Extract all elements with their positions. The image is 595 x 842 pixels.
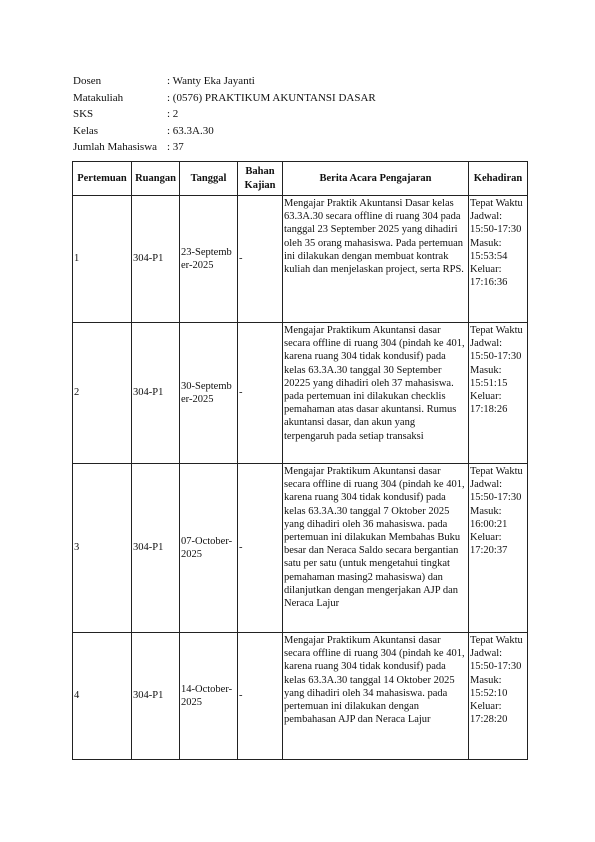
cell-ruangan: 304-P1 (132, 323, 180, 464)
cell-pertemuan: 4 (73, 633, 132, 760)
cell-bahan-kajian: - (238, 323, 283, 464)
header-bahan-kajian: Bahan Kajian (238, 162, 283, 196)
header-kehadiran: Kehadiran (469, 162, 528, 196)
cell-tanggal: 07-October-2025 (180, 464, 238, 633)
cell-kehadiran: Tepat Waktu Jadwal: 15:50-17:30 Masuk: 15:53:54 Keluar: 17:16:36 (469, 196, 528, 323)
cell-bahan-kajian: - (238, 196, 283, 323)
cell-kehadiran: Tepat Waktu Jadwal: 15:50-17:30 Masuk: 15:51:15 Keluar: 17:18:26 (469, 323, 528, 464)
cell-ruangan: 304-P1 (132, 464, 180, 633)
info-value: : (0576) PRAKTIKUM AKUNTANSI DASAR (167, 91, 376, 104)
cell-tanggal: 23-September-2025 (180, 196, 238, 323)
info-label: Matakuliah (73, 91, 124, 104)
info-value: : 2 (167, 108, 179, 120)
info-matakuliah (73, 90, 376, 107)
berita-acara-table (72, 161, 528, 760)
info-kelas (73, 123, 376, 140)
info-jumlah-mahasiswa (73, 139, 376, 156)
header-tanggal: Tanggal (180, 162, 238, 196)
cell-pertemuan: 1 (73, 196, 132, 323)
cell-bahan-kajian: - (238, 464, 283, 633)
cell-berita-acara: Mengajar Praktikum Akuntansi dasar secara offline di ruang 304 (pindah ke 401, karena ruang 304 tidak kondusif) pada kelas 63.3A.30 tanggal 7 Oktober 2025 yang dihadiri oleh 36 mahasiswa. pada pertemuan ini dilakukan Membahas Buku besar dan Neraca Saldo secara bergantian satu per satu (untuk mengetahui tingkat pemahaman masing2 mahasiswa) dan dilanjutkan dengan mengerjakan AJP dan Neraca Lajur (283, 464, 469, 633)
course-info (73, 73, 376, 156)
info-label: Kelas (73, 124, 99, 137)
cell-kehadiran: Tepat Waktu Jadwal: 15:50-17:30 Masuk: 16:00:21 Keluar: 17:20:37 (469, 464, 528, 633)
table-row (73, 464, 528, 633)
info-value: : 63.3A.30 (167, 124, 214, 137)
table-row (73, 323, 528, 464)
info-label: SKS (73, 108, 94, 120)
cell-berita-acara: Mengajar Praktikum Akuntansi dasar secara offline di ruang 304 (pindah ke 401, karena ruang 304 tidak kondusif) pada kelas 63.3A.30 tanggal 14 Oktober 2025 yang dihadiri oleh 34 mahasiswa. pada pertemuan ini dilakukan dengan pembahasan AJP dan Neraca Lajur (283, 633, 469, 760)
cell-ruangan: 304-P1 (132, 633, 180, 760)
info-value: : 37 (167, 141, 184, 153)
info-label: Jumlah Mahasiswa (73, 141, 158, 153)
cell-berita-acara: Mengajar Praktik Akuntansi Dasar kelas 63.3A.30 secara offline di ruang 304 pada tanggal 23 September 2025 yang dihadiri oleh 35 orang mahasiswa. Pada pertemuan ini dilakukan dengan membuat kontrak kuliah dan menjelaskan project, serta RPS. (283, 196, 469, 323)
cell-berita-acara: Mengajar Praktikum Akuntansi dasar secara offline di ruang 304 (pindah ke 401, karena ruang 304 tidak kondusif) pada kelas 63.3A.30 tanggal 30 September 20225 yang dihadiri oleh 37 mahasiswa. pada pertemuan ini dilakukan checklis pemahaman atas dasar akuntansi. Rumus akuntansi dasar, dan akun yang terpengaruh pada setiap transaksi (283, 323, 469, 464)
info-label: Dosen (73, 75, 102, 87)
info-sks (73, 106, 376, 123)
cell-pertemuan: 2 (73, 323, 132, 464)
header-pertemuan: Pertemuan (73, 162, 132, 196)
cell-ruangan: 304-P1 (132, 196, 180, 323)
cell-tanggal: 14-October-2025 (180, 633, 238, 760)
table-row (73, 633, 528, 760)
cell-pertemuan: 3 (73, 464, 132, 633)
cell-kehadiran: Tepat Waktu Jadwal: 15:50-17:30 Masuk: 15:52:10 Keluar: 17:28:20 (469, 633, 528, 760)
info-value: : Wanty Eka Jayanti (167, 75, 255, 87)
cell-bahan-kajian: - (238, 633, 283, 760)
header-ruangan: Ruangan (132, 162, 180, 196)
cell-tanggal: 30-September-2025 (180, 323, 238, 464)
table-header-row (73, 162, 528, 196)
table-row (73, 196, 528, 323)
info-dosen (73, 73, 376, 90)
header-berita-acara: Berita Acara Pengajaran (283, 162, 469, 196)
